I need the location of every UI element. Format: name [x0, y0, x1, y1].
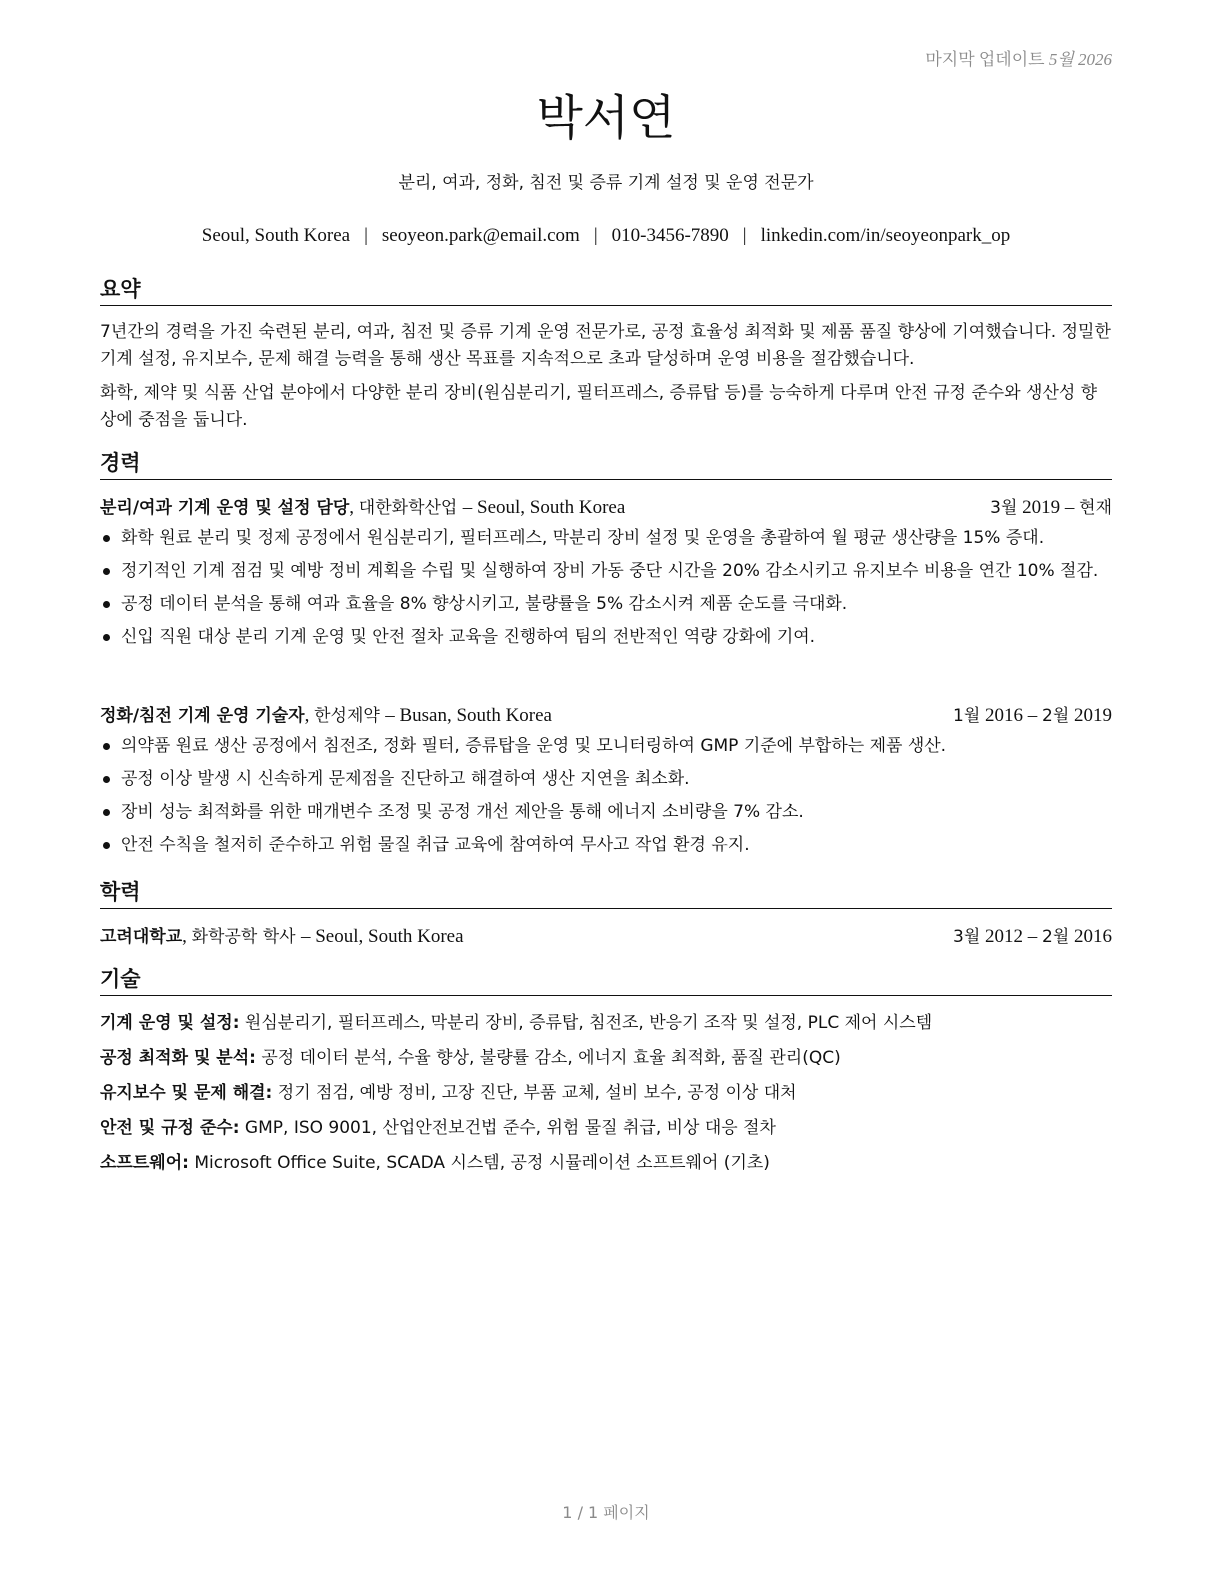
section-title-education: 학력 — [100, 878, 1112, 909]
job-header: 정화/침전 기계 운영 기술자, 한성제약 – Busan, South Korea 1월 2016 – 2월 2019 — [100, 703, 1112, 729]
job-bullets — [100, 733, 1116, 865]
bullet-icon — [103, 809, 110, 816]
contact-email-link[interactable]: seoyeon.park@email.com — [381, 225, 580, 246]
contact-phone: 010-3456-7890 — [611, 225, 729, 246]
contact-location: Seoul, South Korea — [201, 225, 351, 246]
job-dates: 1월 2016 – 2월 2019 — [953, 705, 1112, 726]
list-item: 정기적인 기계 점검 및 예방 정비 계획을 수립 및 실행하여 장비 가동 중단 시간을 20% 감소시키고 유지보수 비용을 연간 10% 절감. — [100, 558, 1116, 584]
skill-label: 기계 운영 및 설정: — [100, 1013, 240, 1033]
skill-label: 공정 최적화 및 분석: — [100, 1048, 256, 1068]
skill-row — [100, 1115, 1112, 1141]
page-number: 1 / 1 페이지 — [562, 1503, 650, 1522]
bullet-icon — [103, 776, 110, 783]
job-company: 대한화학산업 — [358, 498, 458, 518]
skill-row — [100, 1080, 1112, 1106]
last-updated — [925, 45, 1112, 70]
bullet-icon — [103, 601, 110, 608]
job-role: 분리/여과 기계 운영 및 설정 담당 — [100, 498, 350, 518]
job-header: 분리/여과 기계 운영 및 설정 담당, 대한화학산업 – Seoul, South Korea 3월 2019 – 현재 — [100, 495, 1112, 521]
education-location: – Seoul, South Korea — [300, 926, 464, 947]
education-dates: 3월 2012 – 2월 2016 — [953, 926, 1112, 947]
contact-separator: | — [742, 225, 747, 246]
bullet-icon — [103, 535, 110, 542]
job-location: – Busan, South Korea — [385, 705, 552, 726]
last-updated-month: 5월 — [1048, 50, 1074, 69]
skill-row — [100, 1150, 1112, 1176]
section-title-skills: 기술 — [100, 965, 1112, 996]
skill-value: 공정 데이터 분석, 수율 향상, 불량률 감소, 에너지 효율 최적화, 품질 관리(QC) — [261, 1048, 841, 1068]
contact-linkedin-link[interactable]: linkedin.com/in/seoyeonpark_op — [760, 225, 1011, 246]
education-entry: 고려대학교, 화학공학 학사 – Seoul, South Korea 3월 2012 – 2월 2016 — [100, 924, 1112, 950]
list-item: 장비 성능 최적화를 위한 매개변수 조정 및 공정 개선 제안을 통해 에너지 소비량을 7% 감소. — [100, 799, 1116, 825]
last-updated-year: 2026 — [1078, 50, 1112, 69]
degree: 화학공학 학사 — [191, 927, 296, 947]
contact-line — [100, 223, 1112, 249]
skill-row — [100, 1045, 1112, 1071]
summary-paragraph-1: 7년간의 경력을 가진 숙련된 분리, 여과, 침전 및 증류 기계 운영 전문가로, 공정 효율성 최적화 및 제품 품질 향상에 기여했습니다. 정밀한 기계 설정, 유지보수, 문제 해결 능력을 통해 생산 목표를 지속적으로 초과 달성하며 운영 비용을 절감했습니다. — [100, 322, 1111, 369]
last-updated-label: 마지막 업데이트 — [925, 50, 1045, 69]
job-bullets — [100, 525, 1116, 657]
candidate-name: 박서연 — [536, 90, 676, 146]
job-company: 한성제약 — [314, 706, 380, 726]
list-item: 신입 직원 대상 분리 기계 운영 및 안전 절차 교육을 진행하여 팀의 전반적인 역량 강화에 기여. — [100, 624, 1116, 650]
skill-value: GMP, ISO 9001, 산업안전보건법 준수, 위험 물질 취급, 비상 대응 절차 — [244, 1118, 776, 1138]
bullet-icon — [103, 743, 110, 750]
tagline: 분리, 여과, 정화, 침전 및 증류 기계 설정 및 운영 전문가 — [398, 173, 814, 193]
bullet-icon — [103, 842, 110, 849]
list-item: 공정 이상 발생 시 신속하게 문제점을 진단하고 해결하여 생산 지연을 최소화. — [100, 766, 1116, 792]
bullet-icon — [103, 634, 110, 641]
skill-value: Microsoft Office Suite, SCADA 시스템, 공정 시뮬레이션 소프트웨어 (기초) — [194, 1153, 770, 1173]
school-name: 고려대학교 — [100, 927, 183, 947]
job-location: – Seoul, South Korea — [462, 497, 626, 518]
skill-value: 정기 점검, 예방 정비, 고장 진단, 부품 교체, 설비 보수, 공정 이상 대처 — [277, 1083, 797, 1103]
list-item: 공정 데이터 분석을 통해 여과 효율을 8% 향상시키고, 불량률을 5% 감소시켜 제품 순도를 극대화. — [100, 591, 1116, 617]
skill-label: 소프트웨어: — [100, 1153, 189, 1173]
job-role: 정화/침전 기계 운영 기술자 — [100, 706, 305, 726]
summary-paragraph-2: 화학, 제약 및 식품 산업 분야에서 다양한 분리 장비(원심분리기, 필터프레스, 증류탑 등)를 능숙하게 다루며 안전 규정 준수와 생산성 향상에 중점을 둡니다. — [100, 383, 1098, 430]
contact-separator: | — [364, 225, 368, 246]
section-title-experience: 경력 — [100, 449, 1112, 480]
list-item: 안전 수칙을 철저히 준수하고 위험 물질 취급 교육에 참여하여 무사고 작업 환경 유지. — [100, 832, 1116, 858]
list-item: 화학 원료 분리 및 정제 공정에서 원심분리기, 필터프레스, 막분리 장비 설정 및 운영을 총괄하여 월 평균 생산량을 15% 증대. — [100, 525, 1116, 551]
bullet-icon — [103, 568, 110, 575]
section-title-summary: 요약 — [100, 275, 1112, 306]
skill-label: 유지보수 및 문제 해결: — [100, 1083, 273, 1103]
contact-separator: | — [593, 225, 598, 246]
skill-label: 안전 및 규정 준수: — [100, 1118, 240, 1138]
job-dates: 3월 2019 – 현재 — [990, 497, 1112, 518]
skill-value: 원심분리기, 필터프레스, 막분리 장비, 증류탑, 침전조, 반응기 조작 및 설정, PLC 제어 시스템 — [244, 1013, 933, 1033]
skill-row — [100, 1010, 1112, 1036]
resume-page — [100, 0, 1112, 1584]
list-item: 의약품 원료 생산 공정에서 침전조, 정화 필터, 증류탑을 운영 및 모니터링하여 GMP 기준에 부합하는 제품 생산. — [100, 733, 1116, 759]
